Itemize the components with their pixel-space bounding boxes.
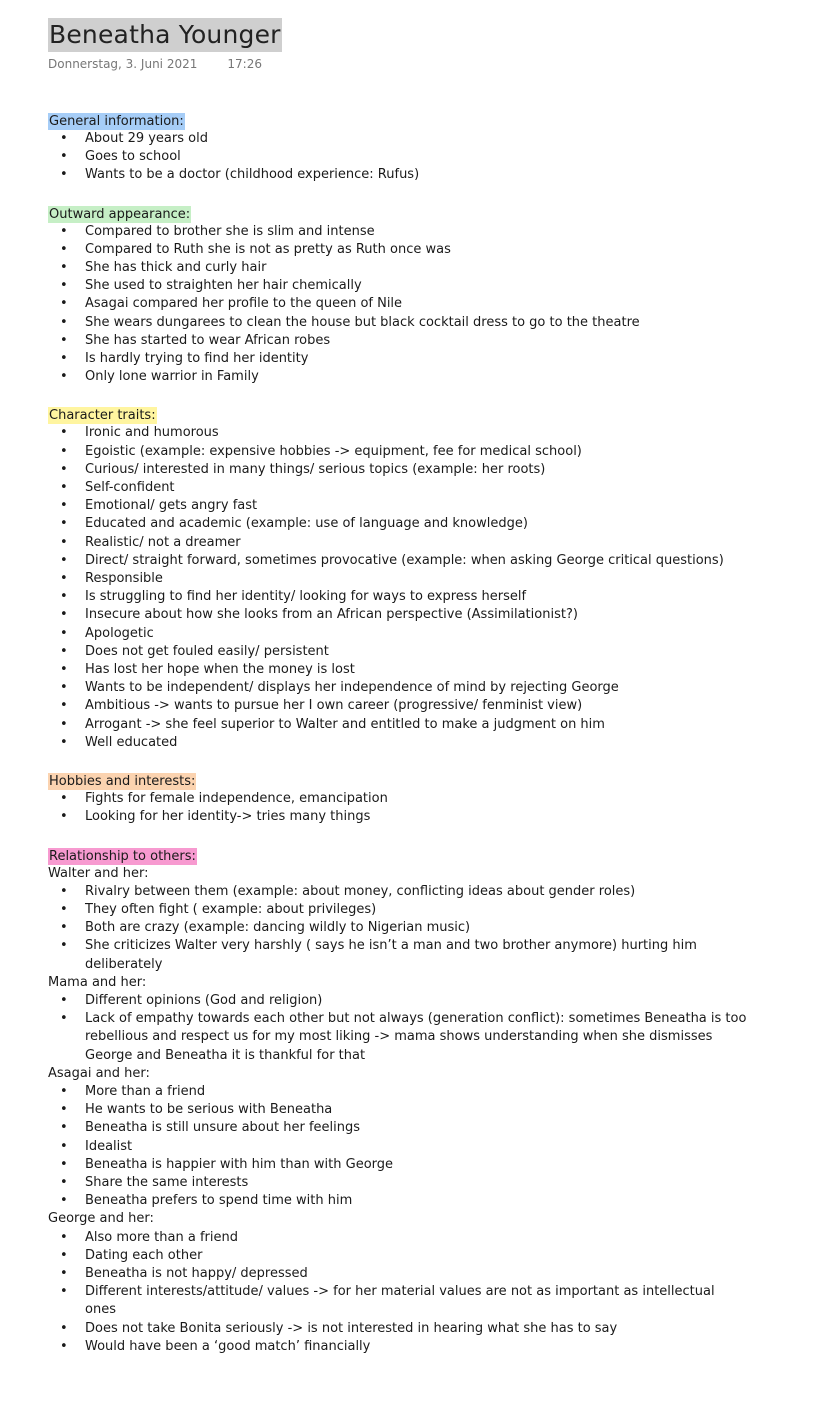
list-item: • Arrogant -> she feel superior to Walter and entitled to make a judgment on him [48,716,748,734]
list-item: • Looking for her identity-> tries many things [48,808,748,826]
list-item: • She wears dungarees to clean the house but black cocktail dress to go to the theatre [48,314,748,332]
list-item: • More than a friend [48,1083,748,1101]
section-heading: Outward appearance: [49,206,191,222]
mama-list [48,992,748,1065]
list-item: • She has started to wear African robes [48,332,748,350]
list-item: • Educated and academic (example: use of language and knowledge) [48,515,748,533]
note-date: Donnerstag, 3. Juni 2021 [48,57,198,71]
note-page [48,18,748,1356]
list-item: • Well educated [48,734,748,752]
section-heading: General information: [49,114,184,129]
list-item: • Curious/ interested in many things/ serious topics (example: her roots) [48,461,748,479]
list-item: • Dating each other [48,1247,748,1265]
list-item: • Ambitious -> wants to pursue her I own career (progressive/ fenminist view) [48,697,748,715]
section-general [48,110,748,185]
list-item: • She criticizes Walter very harshly ( says he isn’t a man and two brother anymore) hurting him deliberately [48,937,748,973]
section-heading: Relationship to others: [49,848,196,864]
subheading-walter: Walter and her: [48,865,149,881]
list-item: • Only lone warrior in Family [48,368,748,386]
list-item: • Different interests/attitude/ values -> for her material values are not as important as intellectual ones [48,1283,748,1319]
general-list [48,130,748,185]
walter-list [48,883,748,974]
list-item: • Wants to be independent/ displays her independence of mind by rejecting George [48,679,748,697]
list-item: • Beneatha is happier with him than with George [48,1156,748,1174]
list-item: • Would have been a ‘good match’ financially [48,1338,748,1356]
list-item: • Realistic/ not a dreamer [48,534,748,552]
list-item: • Asagai compared her profile to the queen of Nile [48,295,748,313]
list-item: • Does not take Bonita seriously -> is not interested in hearing what she has to say [48,1320,748,1338]
george-list [48,1229,748,1356]
list-item: • About 29 years old [48,130,748,148]
list-item: • Direct/ straight forward, sometimes provocative (example: when asking George critical questions) [48,552,748,570]
section-heading: Hobbies and interests: [49,774,196,790]
list-item: • Fights for female independence, emancipation [48,790,748,808]
list-item: • Rivalry between them (example: about money, conflicting ideas about gender roles) [48,883,748,901]
section-heading: Character traits: [49,408,156,424]
section-relationships [48,845,748,1356]
traits-list [48,424,748,752]
list-item: • Goes to school [48,148,748,166]
list-item: • Ironic and humorous [48,424,748,442]
asagai-list [48,1083,748,1210]
list-item: • Is struggling to find her identity/ looking for ways to express herself [48,588,748,606]
list-item: • Also more than a friend [48,1229,748,1247]
subheading-asagai: Asagai and her: [48,1065,150,1081]
list-item: • Apologetic [48,625,748,643]
section-hobbies [48,770,748,826]
list-item: • She used to straighten her hair chemically [48,277,748,295]
note-meta [48,57,748,73]
list-item: • Beneatha prefers to spend time with him [48,1192,748,1210]
list-item: • Both are crazy (example: dancing wildly to Nigerian music) [48,919,748,937]
list-item: • She has thick and curly hair [48,259,748,277]
list-item: • Is hardly trying to find her identity [48,350,748,368]
list-item: • He wants to be serious with Beneatha [48,1101,748,1119]
note-time: 17:26 [227,57,262,71]
list-item: • Emotional/ gets angry fast [48,497,748,515]
page-title[interactable]: Beneatha Younger [48,18,282,52]
section-traits [48,404,748,752]
section-appearance [48,203,748,387]
hobbies-list [48,790,748,826]
list-item: • Beneatha is still unsure about her feelings [48,1119,748,1137]
list-item: • Responsible [48,570,748,588]
list-item: • Share the same interests [48,1174,748,1192]
subheading-mama: Mama and her: [48,974,147,990]
list-item: • Egoistic (example: expensive hobbies -> equipment, fee for medical school) [48,443,748,461]
appearance-list [48,223,748,387]
list-item: • Self-confident [48,479,748,497]
list-item: • Different opinions (God and religion) [48,992,748,1010]
list-item: • Compared to brother she is slim and intense [48,223,748,241]
list-item: • They often fight ( example: about privileges) [48,901,748,919]
list-item: • Idealist [48,1138,748,1156]
list-item: • Lack of empathy towards each other but not always (generation conflict): sometimes Beneatha is too rebellious and respect us for my most liking -> mama shows understanding when she dismisses George and Beneatha it is thankful for that [48,1010,748,1065]
list-item: • Has lost her hope when the money is lost [48,661,748,679]
list-item: • Beneatha is not happy/ depressed [48,1265,748,1283]
list-item: • Does not get fouled easily/ persistent [48,643,748,661]
list-item: • Compared to Ruth she is not as pretty as Ruth once was [48,241,748,259]
subheading-george: George and her: [48,1211,154,1227]
list-item: • Insecure about how she looks from an African perspective (Assimilationist?) [48,606,748,624]
list-item: • Wants to be a doctor (childhood experience: Rufus) [48,166,748,184]
